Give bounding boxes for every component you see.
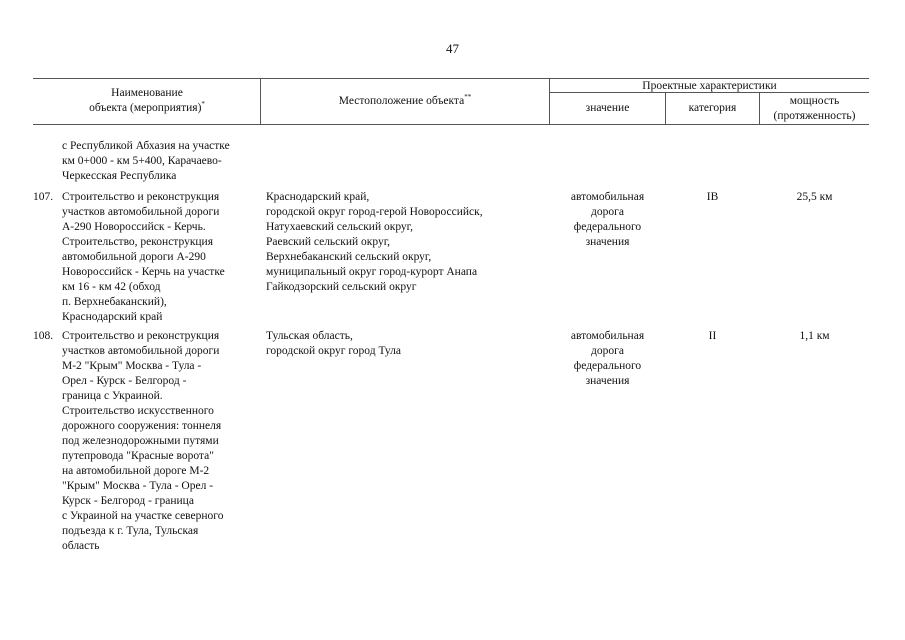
row-name-line: Строительство искусственного	[62, 405, 214, 417]
row-name-line: Краснодарский край	[62, 311, 163, 323]
row-107-location-cell	[266, 190, 548, 295]
header-location-footnote-mark: **	[464, 93, 472, 102]
row-name-line: М-2 "Крым" Москва - Тула -	[62, 360, 202, 372]
header-capacity-line2: (протяженность)	[773, 110, 856, 122]
continuation-name-line: с Республикой Абхазия на участке	[62, 140, 230, 152]
row-108-value-cell	[550, 329, 665, 389]
row-name-line: Курск - Белгород - граница	[62, 495, 194, 507]
row-108-capacity: 1,1 км	[799, 330, 830, 342]
row-value-line: дорога	[591, 345, 624, 357]
row-name-line: Орел - Курск - Белгород -	[62, 375, 187, 387]
row-location-line: Гайкодзорский сельский округ	[266, 281, 417, 293]
row-108-location-cell	[266, 329, 548, 359]
row-107-value-cell	[550, 190, 665, 250]
continuation-name-line: км 0+000 - км 5+400, Карачаево-	[62, 155, 222, 167]
row-name-line: путепровода "Красные ворота"	[62, 450, 214, 462]
header-project-group: Проектные характеристики	[642, 80, 777, 92]
row-location-line: Верхнебаканский сельский округ,	[266, 251, 432, 263]
header-value: значение	[585, 102, 630, 114]
row-number-108: 108.	[33, 330, 54, 342]
row-location-line: муниципальный округ город-курорт Анапа	[266, 266, 478, 278]
row-location-line: городской округ город Тула	[266, 345, 401, 357]
row-107-name-cell	[62, 190, 258, 325]
row-name-line: на автомобильной дороге М-2	[62, 465, 210, 477]
row-name-line: Строительство и реконструкция	[62, 191, 220, 203]
header-name-line2-wrap	[34, 101, 260, 116]
row-name-line: "Крым" Москва - Тула - Орел -	[62, 480, 214, 492]
continuation-name-line: Черкесская Республика	[62, 170, 177, 182]
row-name-line: под железнодорожными путями	[62, 435, 219, 447]
row-108-category: II	[708, 330, 717, 342]
row-name-line: км 16 - км 42 (обход	[62, 281, 161, 293]
header-capacity-cell	[760, 94, 869, 124]
row-107-category: IB	[706, 191, 719, 203]
row-location-line: городской округ город-герой Новороссийск,	[266, 206, 483, 218]
row-value-line: дорога	[591, 206, 624, 218]
row-name-line: с Украиной на участке северного	[62, 510, 224, 522]
row-location-line: Раевский сельский округ,	[266, 236, 391, 248]
row-number-107: 107.	[33, 191, 54, 203]
header-capacity-line1: мощность	[789, 95, 840, 107]
header-location: Местоположение объекта	[338, 95, 465, 107]
row-location-line: Тульская область,	[266, 330, 353, 342]
page-number: 47	[446, 41, 459, 56]
row-name-line: область	[62, 540, 100, 552]
row-name-line: граница с Украиной.	[62, 390, 163, 402]
row-107-capacity: 25,5 км	[796, 191, 833, 203]
header-name-line1: Наименование	[111, 87, 183, 99]
header-category: категория	[688, 102, 737, 114]
row-108-name-cell	[62, 329, 258, 554]
row-value-line: автомобильная	[570, 191, 645, 203]
row-name-line: дорожного сооружения: тоннеля	[62, 420, 222, 432]
row-name-line: автомобильной дороги А-290	[62, 251, 206, 263]
row-value-line: значения	[585, 236, 630, 248]
row-name-line: участков автомобильной дороги	[62, 345, 220, 357]
row-name-line: Строительство и реконструкция	[62, 330, 220, 342]
row-name-line: А-290 Новороссийск - Керчь.	[62, 221, 206, 233]
row-name-line: участков автомобильной дороги	[62, 206, 220, 218]
row-name-line: Строительство, реконструкция	[62, 236, 213, 248]
row-name-line: подъезда к г. Тула, Тульская	[62, 525, 199, 537]
row-value-line: федерального	[573, 221, 642, 233]
row-value-line: автомобильная	[570, 330, 645, 342]
row-value-line: федерального	[573, 360, 642, 372]
header-name-footnote-mark: *	[201, 100, 205, 109]
header-name-cell	[34, 86, 260, 116]
continuation-name-cell	[62, 139, 258, 184]
row-value-line: значения	[585, 375, 630, 387]
row-name-line: п. Верхнебаканский),	[62, 296, 167, 308]
header-name-line2: объекта (мероприятия)	[89, 102, 202, 114]
header-bottom-rule	[33, 124, 869, 125]
row-name-line: Новороссийск - Керчь на участке	[62, 266, 225, 278]
header-location-cell	[261, 94, 549, 109]
row-location-line: Краснодарский край,	[266, 191, 370, 203]
row-location-line: Натухаевский сельский округ,	[266, 221, 413, 233]
